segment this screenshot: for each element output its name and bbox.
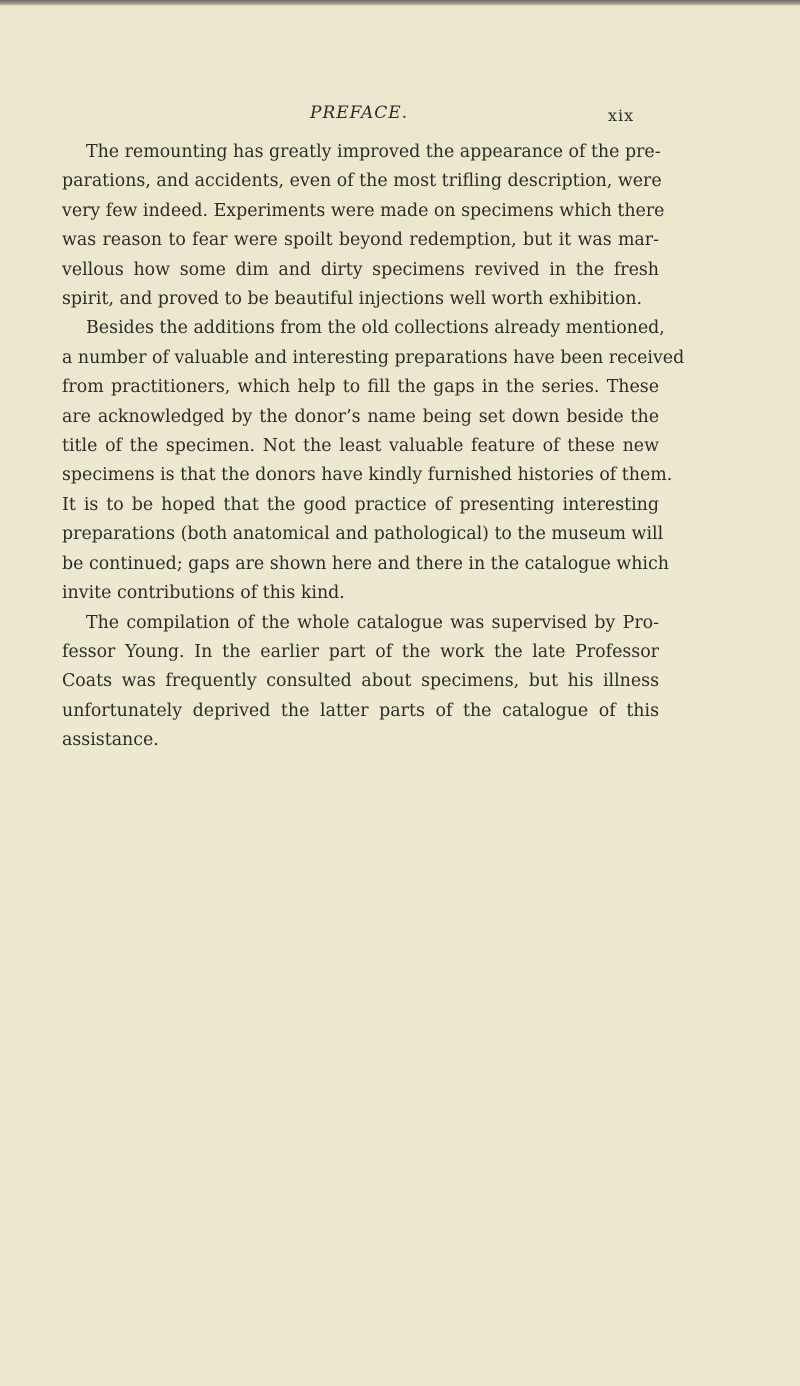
paragraph-additions — [62, 314, 685, 608]
text-line: fessor Young. In the earlier part of the work the late Professor — [62, 641, 659, 662]
paragraph-compilation — [62, 609, 659, 756]
text-line: It is to be hoped that the good practice of presenting interesting — [62, 494, 659, 515]
text-line: preparations (both anatomical and pathological) to the museum will — [62, 524, 664, 545]
text-line: Besides the additions from the old collections already mentioned, — [86, 318, 665, 339]
text-line: specimens is that the donors have kindly furnished histories of them. — [62, 465, 673, 486]
text-line: The compilation of the whole catalogue was supervised by Pro- — [86, 612, 659, 633]
text-line: parations, and accidents, even of the most trifling description, were — [62, 171, 662, 192]
text-line: be continued; gaps are shown here and there in the catalogue which — [62, 553, 669, 574]
text-line: very few indeed. Experiments were made on specimens which there — [62, 200, 665, 221]
text-line: a number of valuable and interesting preparations have been received — [62, 347, 685, 368]
body-text — [62, 138, 685, 756]
text-line: invite contributions of this kind. — [62, 583, 345, 604]
text-line: The remounting has greatly improved the appearance of the pre- — [86, 142, 661, 162]
page-number: xix — [608, 106, 635, 125]
text-line: spirit, and proved to be beautiful injections well worth exhibition. — [62, 289, 643, 310]
text-line: was reason to fear were spoilt beyond redemption, but it was mar- — [62, 230, 659, 251]
running-title: PREFACE. — [310, 103, 409, 123]
text-line: assistance. — [62, 730, 159, 751]
scan-edge-shadow — [0, 0, 800, 6]
running-head — [62, 103, 662, 133]
text-line: are acknowledged by the donor’s name being set down beside the — [62, 406, 659, 427]
paragraph-remounting — [62, 138, 665, 314]
text-line: title of the specimen. Not the least valuable feature of these new — [62, 436, 659, 457]
text-line: Coats was frequently consulted about specimens, but his illness — [62, 671, 659, 692]
text-line: vellous how some dim and dirty specimens revived in the fresh — [62, 259, 659, 280]
text-line: unfortunately deprived the latter parts of the catalogue of this — [62, 700, 659, 721]
text-line: from practitioners, which help to fill the gaps in the series. These — [62, 377, 659, 398]
